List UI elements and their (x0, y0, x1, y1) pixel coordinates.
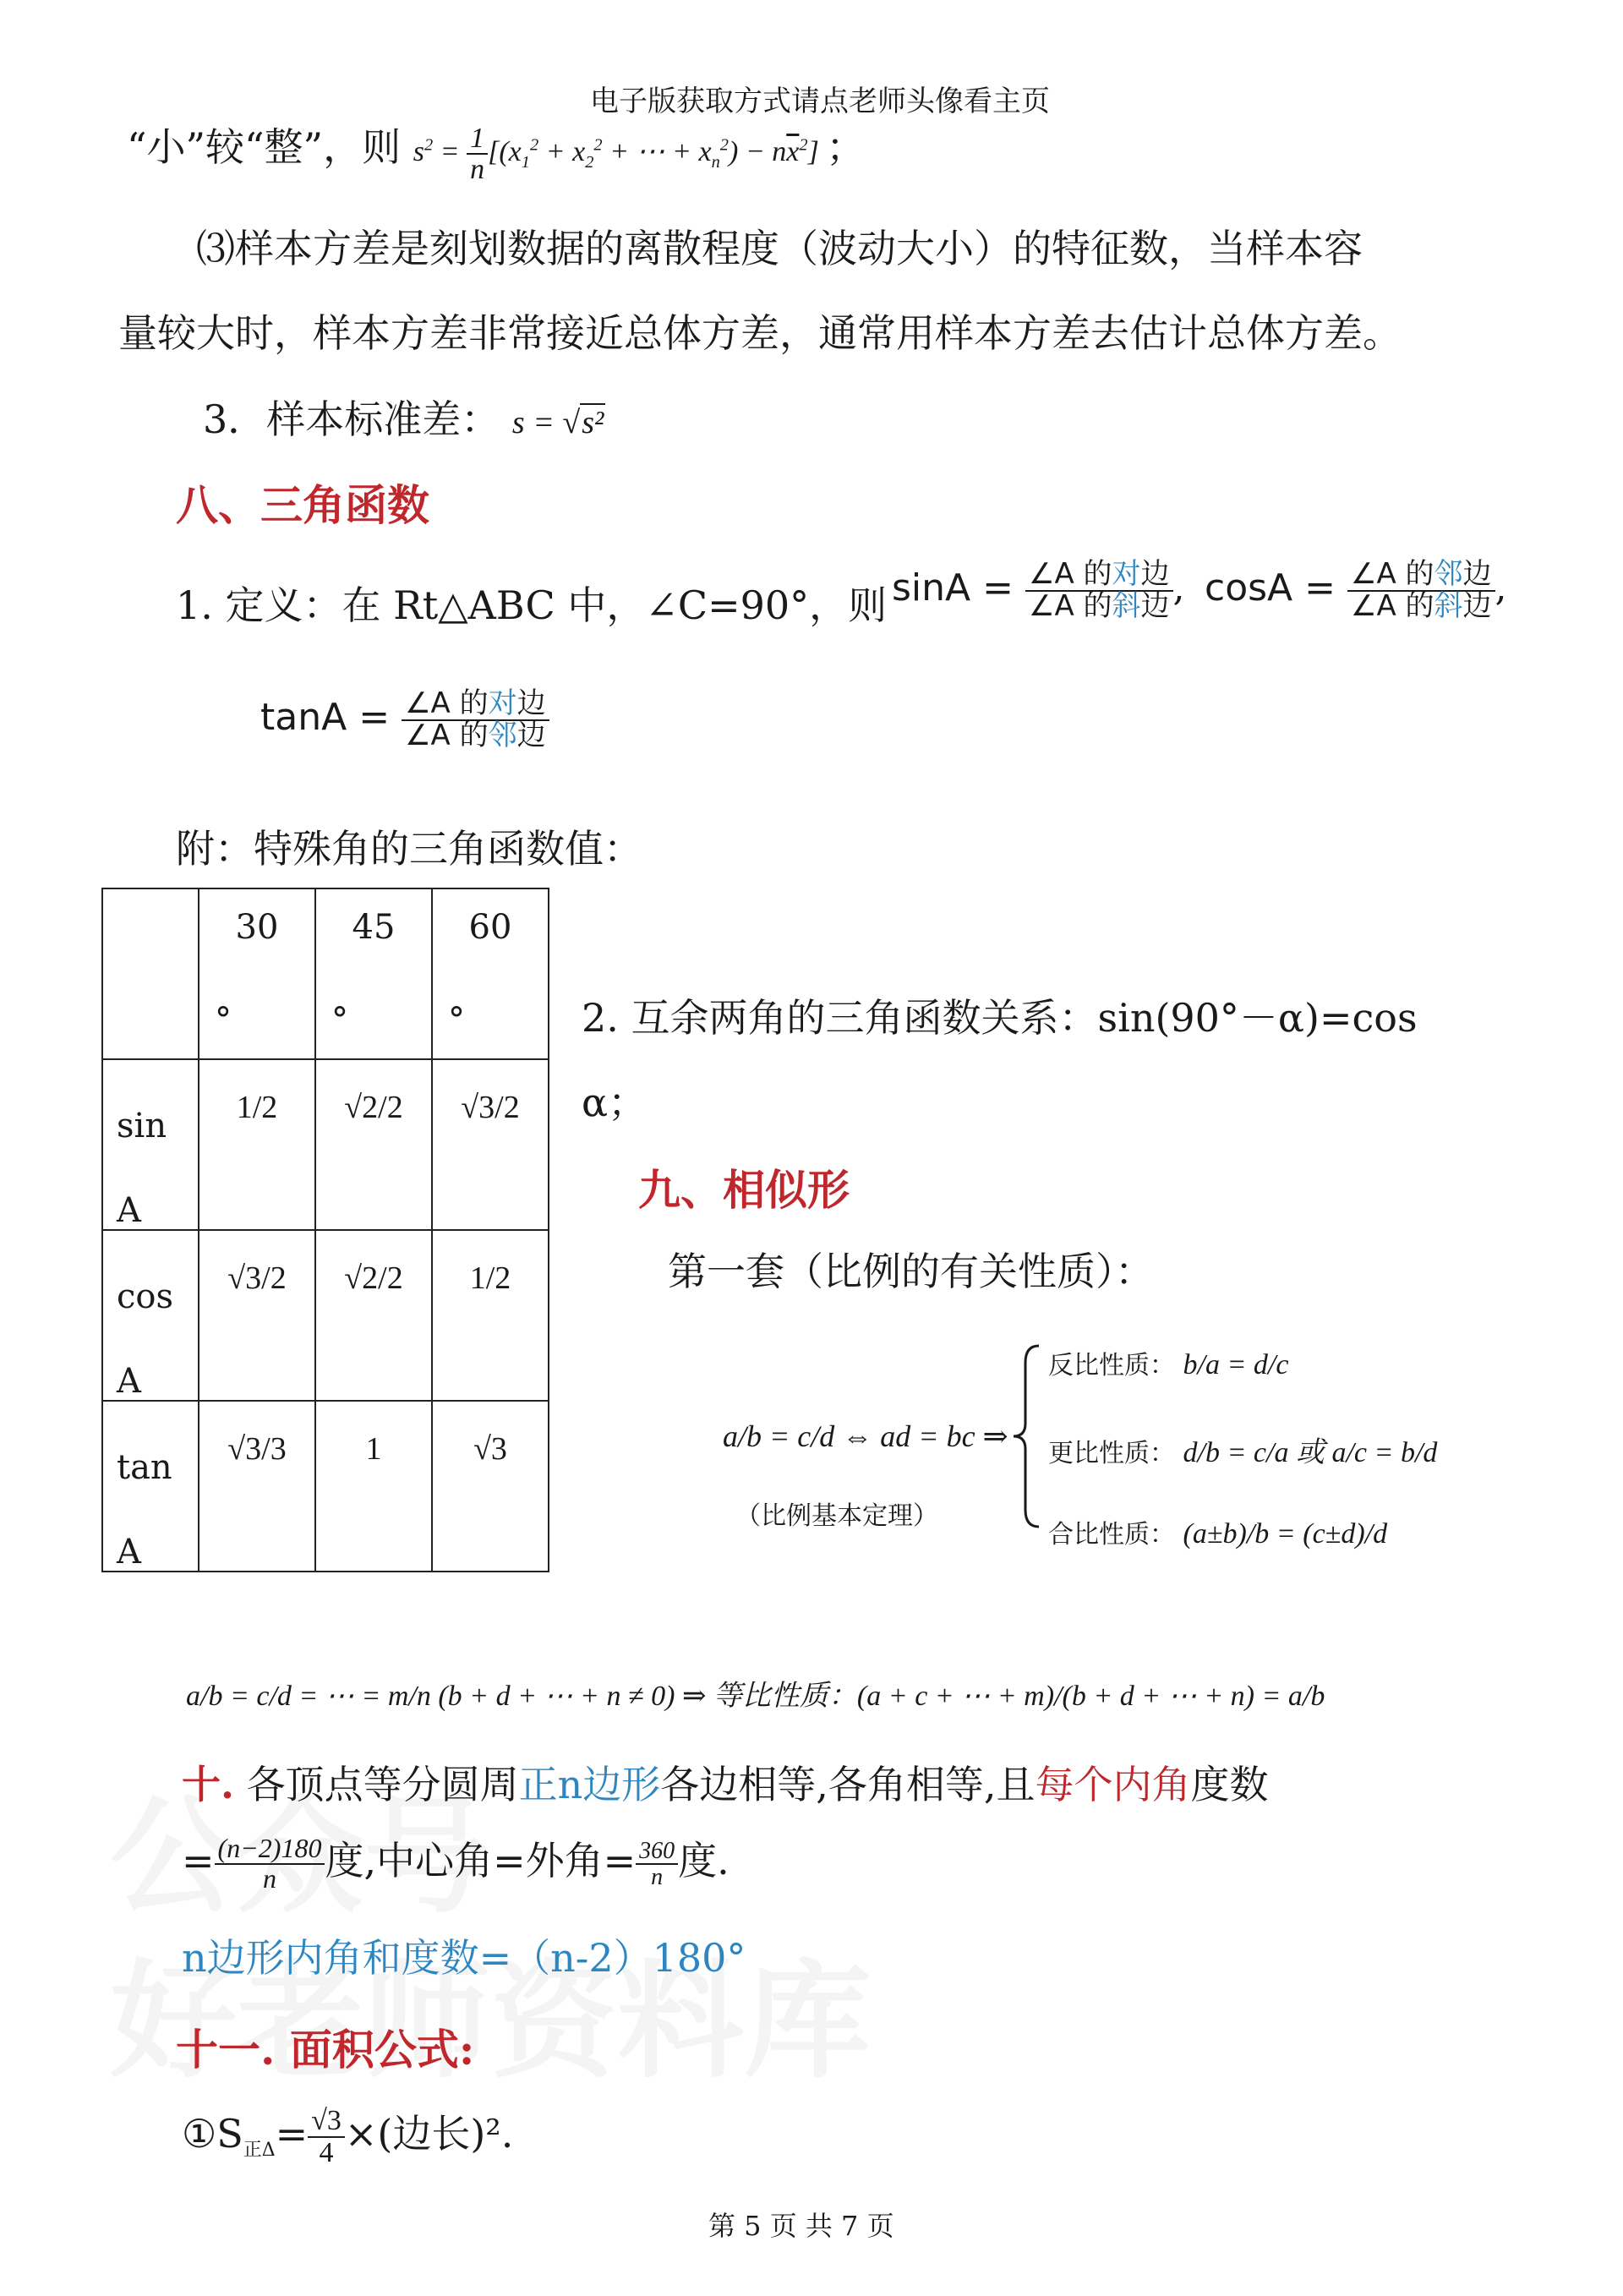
stddev-lhs: s (511, 405, 525, 440)
section-10-t2: 正n边形 (518, 1762, 661, 1807)
table-cell (199, 1230, 315, 1401)
table-corner-cell (102, 888, 199, 1059)
cos-num-angle: ∠A 的 (1351, 557, 1434, 591)
val-tan-45: 1 (365, 1431, 382, 1467)
addition-property (1048, 1513, 1387, 1550)
table-header-cell (432, 888, 549, 1059)
table-row (102, 1059, 549, 1230)
tan-den-adj: 邻 (488, 718, 517, 752)
page-header: 电子版获取方式请点老师头像看主页 (590, 85, 1050, 118)
table-cell (199, 1401, 315, 1572)
section-9-subtitle: 第一套（比例的有关性质）： (668, 1249, 1154, 1294)
sin-den-hyp: 斜 (1112, 588, 1141, 623)
section-10-t5: 度数 (1190, 1762, 1269, 1807)
add-label: 合比性质： (1048, 1520, 1175, 1550)
sin-den-angle: ∠A 的 (1029, 588, 1112, 623)
table-cell (199, 1059, 315, 1230)
tan-label: tanA = (260, 696, 391, 740)
row-fn-cos: cos (117, 1277, 174, 1316)
complement-line2: α； (582, 1080, 648, 1125)
cos-den-angle: ∠A 的 (1351, 588, 1434, 623)
row-fn-tan: tan (117, 1448, 172, 1487)
section-10-line1 (182, 1754, 1269, 1810)
sin-comma: , (1172, 566, 1185, 610)
sin-label: sinA = (892, 566, 1014, 610)
proportion-base: a/b = c/d ⇔ ad = bc ⇒ (723, 1419, 1008, 1453)
table-cell (315, 1401, 432, 1572)
line2-end: 度. (678, 1838, 730, 1883)
angle-frac-den: n (263, 1863, 276, 1894)
table-header-cell (315, 888, 432, 1059)
table-header-row (102, 888, 549, 1059)
sin-num-opp: 对 (1112, 557, 1141, 591)
area-sub: 正Δ (243, 2140, 276, 2162)
section-8-title: 八、三角函数 (176, 480, 429, 530)
section-9-title: 九、相似形 (638, 1165, 850, 1215)
stddev-line: 3．样本标准差： s = √s² (203, 396, 604, 442)
tan-num-angle: ∠A 的 (405, 686, 489, 720)
cos-comma: , (1495, 566, 1507, 610)
table-cell (432, 1230, 549, 1401)
table-row (102, 1401, 549, 1572)
row-label-sin (102, 1059, 199, 1230)
section-11-title: 十一. 面积公式: (176, 2025, 475, 2075)
table-cell (432, 1401, 549, 1572)
variance-suffix: ； (826, 124, 866, 170)
proportion-brace (1010, 1342, 1042, 1530)
sin-num-angle: ∠A 的 (1029, 557, 1112, 591)
page-footer: 第 5 页 共 7 页 (708, 2210, 894, 2242)
header-60: 60 (468, 908, 512, 947)
stddev-rad: s² (582, 405, 604, 440)
cos-den-side: 边 (1462, 588, 1492, 623)
section-10-num: 十. (182, 1762, 235, 1807)
sin-den-side: 边 (1140, 588, 1170, 623)
cos-label: cosA = (1205, 566, 1336, 610)
stddev-label: 3．样本标准差： (203, 396, 500, 442)
inverse-formula: b/a = d/c (1183, 1349, 1289, 1380)
val-cos-45: √2/2 (344, 1260, 403, 1296)
val-cos-60: 1/2 (469, 1260, 511, 1296)
inverse-property (1048, 1344, 1288, 1381)
complement-line1: 2. 互余两角的三角函数关系：sin(90°－α)=cos (582, 995, 1418, 1041)
row-label-cos (102, 1230, 199, 1401)
table-row (102, 1230, 549, 1401)
alt-label: 更比性质： (1048, 1439, 1175, 1468)
row-label-tan (102, 1401, 199, 1572)
appendix-title: 附：特殊角的三角函数值： (176, 826, 642, 872)
tan-definition (260, 686, 549, 752)
sin-definition (892, 557, 1185, 623)
area-eq: = (275, 2111, 309, 2157)
alt-formula: d/b = c/a 或 a/c = b/d (1183, 1437, 1438, 1468)
definition-prefix: 1. 定义：在 Rt△ABC 中，∠C=90°，则 (176, 582, 888, 628)
area-prefix: ①S (182, 2111, 243, 2157)
section-10-line3: n边形内角和度数=（n-2）180° (182, 1935, 746, 1981)
val-sin-60: √3/2 (461, 1090, 520, 1125)
central-frac-den: n (651, 1864, 664, 1890)
area-frac-num: √3 (308, 2106, 345, 2138)
table-cell (315, 1230, 432, 1401)
line2-eq: = (182, 1838, 215, 1883)
variance-prefix: “小”较“整”，则 (127, 124, 402, 170)
row-var-cos: A (117, 1362, 141, 1401)
angle-frac-num: (n−2)180 (215, 1834, 325, 1865)
section-10-t4: 每个内角 (1035, 1762, 1191, 1807)
header-deg-45: ° (331, 1001, 348, 1040)
row-fn-sin: sin (117, 1107, 167, 1145)
tan-den-angle: ∠A 的 (405, 718, 489, 752)
tan-num-opp: 对 (488, 686, 517, 720)
area-frac-den: 4 (319, 2137, 334, 2168)
section-10-t1: 各顶点等分圆周 (246, 1762, 519, 1807)
val-tan-30: √3/3 (227, 1431, 287, 1467)
val-sin-30: 1/2 (236, 1090, 278, 1125)
header-deg-60: ° (448, 1001, 465, 1040)
area-suffix: ×(边长)². (344, 2111, 514, 2157)
header-deg-30: ° (215, 1001, 232, 1040)
header-30: 30 (235, 908, 279, 947)
section-10-line2 (182, 1830, 730, 1894)
section-10-t3: 各边相等,各角相等,且 (660, 1762, 1036, 1807)
cos-definition (1205, 557, 1507, 623)
trig-values-table (101, 888, 549, 1572)
row-var-sin: A (117, 1191, 141, 1230)
para3-line2: 量较大时，样本方差非常接近总体方差，通常用样本方差去估计总体方差。 (118, 310, 1402, 356)
cos-num-side: 边 (1462, 557, 1492, 591)
para3-line1: ⑶样本方差是刻划数据的离散程度（波动大小）的特征数，当样本容 (196, 226, 1363, 271)
definition-line (176, 575, 887, 631)
cos-num-adj: 邻 (1434, 557, 1463, 591)
sin-num-side: 边 (1140, 557, 1170, 591)
alternate-property (1048, 1429, 1437, 1470)
val-cos-30: √3/2 (227, 1260, 287, 1296)
val-tan-60: √3 (473, 1431, 507, 1467)
inverse-label: 反比性质： (1048, 1351, 1175, 1380)
tan-num-side: 边 (516, 686, 546, 720)
variance-formula: $s^2$ = $\frac{1}{n}$ [($x_1^2 + x_2^2$ + ⋯ + $x_n^2) - n\overline{x}^2$] (413, 122, 827, 186)
stddev-eq: = (533, 405, 555, 440)
equal-ratio-property: a/b = c/d = ⋯ = m/n (b + d + ⋯ + n ≠ 0) ⇒ 等比性质：(a + c + ⋯ + m)/(b + d + ⋯ + n) = a/b (186, 1681, 1325, 1712)
table-cell (432, 1059, 549, 1230)
table-header-cell (199, 888, 315, 1059)
add-formula: (a±b)/b = (c±d)/d (1183, 1518, 1388, 1550)
central-frac-num: 360 (636, 1839, 678, 1865)
proportion-base-note: （比例基本定理） (735, 1501, 938, 1531)
table-cell (315, 1059, 432, 1230)
line2-mid: 度,中心角=外角= (325, 1838, 637, 1883)
cos-den-hyp: 斜 (1434, 588, 1463, 623)
area-formula-1 (182, 2103, 513, 2168)
header-45: 45 (352, 908, 396, 947)
val-sin-45: √2/2 (344, 1090, 403, 1125)
variance-line (127, 117, 865, 185)
tan-den-side: 边 (516, 718, 546, 752)
row-var-tan: A (117, 1533, 141, 1572)
